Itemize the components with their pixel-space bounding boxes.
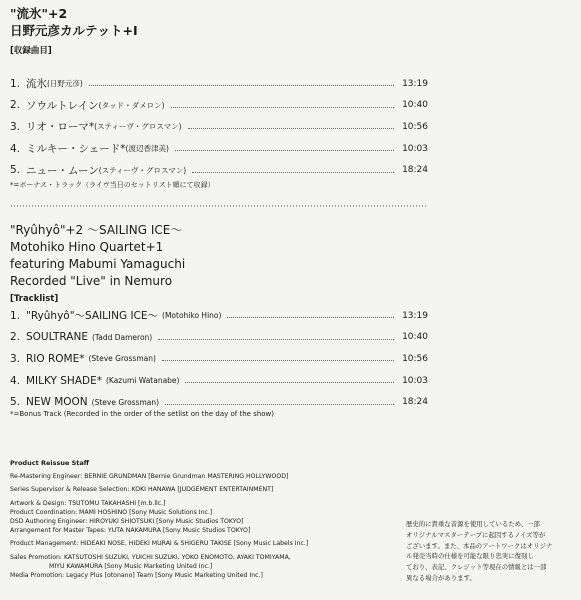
staff-line: Sales Promotion: KATSUTOSHI SUZUKI, YUICHI SUZUKI, YOKO ENOMOTO, AYAKI TOMIYAMA,	[10, 553, 291, 561]
track-composer: (Kazumi Watanabe)	[105, 376, 180, 386]
track-time: 18:24	[402, 397, 428, 408]
leader-dots	[188, 128, 394, 129]
disclaimer-line: ており、表記、クレジット等現在の情報とは一部	[406, 563, 547, 572]
disclaimer-line: ございます。また、本品のアートワークはオリジナ	[406, 541, 553, 550]
track-title: ミルキー・シェード*	[26, 143, 126, 156]
track-number: 4.	[10, 142, 21, 155]
en-track-row	[10, 327, 428, 349]
track-composer: (タッド・ダメロン)	[98, 100, 165, 110]
track-number: 1.	[10, 77, 21, 90]
jp-tracklist-header: [収録曲目]	[10, 46, 52, 56]
jp-tracklist	[10, 73, 428, 181]
jp-title	[10, 5, 138, 39]
track-number: 5.	[10, 396, 21, 409]
staff-line: Media Promotion: Legacy Plus [otonano] Team [Sony Music Marketing United Inc.]	[10, 572, 263, 580]
track-number: 2.	[10, 331, 21, 344]
track-title: 流氷	[26, 78, 47, 91]
jp-title-line1: "流氷"+2	[10, 6, 68, 21]
leader-dots	[192, 172, 394, 173]
en-tracklist-header: [Tracklist]	[10, 294, 59, 304]
jp-disclaimer	[406, 519, 576, 584]
staff-header: Product Reissue Staff	[10, 459, 90, 467]
leader-dots	[171, 107, 394, 108]
en-track-row	[10, 305, 428, 327]
disclaimer-line: 異なる場合があります。	[406, 573, 476, 582]
track-title: ニュー・ムーン	[26, 164, 99, 177]
en-tracklist	[10, 305, 428, 413]
staff-credits	[10, 459, 308, 580]
staff-line: Re-Mastering Engineer: BERNIE GRUNDMAN [Bernie Grundman MASTERING HOLLYWOOD]	[10, 473, 289, 481]
track-time: 18:24	[402, 165, 428, 176]
en-title-line: featuring Mabumi Yamaguchi	[10, 257, 186, 271]
track-number: 5.	[10, 164, 21, 177]
disclaimer-line: ル発売当時の仕様を可能な限り忠実に復刻し	[406, 552, 534, 561]
jp-track-row	[10, 73, 428, 95]
en-title-line: Recorded "Live" in Nemuro	[10, 274, 173, 288]
track-time: 10:40	[402, 332, 428, 343]
track-number: 3.	[10, 352, 21, 365]
track-composer: (スティーヴ・グロスマン)	[98, 165, 187, 175]
disclaimer-line: 歴史的に貴重な音源を使用しているため、一部	[406, 520, 540, 528]
track-composer: (スティーヴ・グロスマン)	[94, 122, 182, 132]
jp-bonus-note: *=ボーナス・トラック（ライヴ当日のセットリスト順にて収録）	[10, 181, 215, 189]
track-number: 1.	[10, 309, 21, 322]
track-time: 13:19	[402, 310, 428, 321]
track-time: 10:56	[402, 121, 428, 132]
leader-dots	[185, 382, 394, 383]
jp-track-row	[10, 159, 428, 181]
track-composer: (Tadd Dameron)	[91, 332, 153, 342]
track-title: RIO ROME*	[26, 352, 85, 365]
staff-line: Arrangement for Master Tapes: YUTA NAKAMURA [Sony Music Studios TOKYO]	[10, 527, 251, 535]
leader-dots	[165, 404, 394, 405]
track-composer: (Motohiko Hino)	[162, 311, 222, 321]
staff-line: MIYU KAWAMURA [Sony Music Marketing United Inc.]	[49, 562, 213, 570]
track-title: ソウルトレイン	[26, 99, 99, 112]
track-number: 4.	[10, 374, 21, 387]
en-title-line: "Ryûhyô"+2 〜SAILING ICE〜	[10, 223, 183, 237]
track-title: リオ・ローマ*	[26, 121, 95, 134]
staff-line: Artwork & Design: TSUTOMU TAKAHASHI [m.b.llc.]	[10, 499, 166, 507]
leader-dots	[227, 317, 394, 318]
track-composer: (Steve Grossman)	[88, 354, 156, 364]
track-time: 13:19	[402, 78, 428, 89]
staff-line: DSD Authoring Engineer: HIROYUKI SHIOTSUKI [Sony Music Studios TOKYO]	[10, 518, 244, 526]
section-divider	[10, 205, 428, 207]
track-title: MILKY SHADE*	[26, 374, 102, 387]
track-number: 2.	[10, 99, 21, 112]
jp-track-row	[10, 138, 428, 160]
jp-track-row	[10, 95, 428, 117]
en-track-row	[10, 370, 428, 392]
track-time: 10:03	[402, 143, 428, 154]
en-track-row	[10, 348, 428, 370]
jp-track-row	[10, 116, 428, 138]
leader-dots	[162, 360, 394, 361]
leader-dots	[158, 339, 394, 340]
staff-line: Product Management: HIDEAKI NOSE, HIDEKI MURAI & SHIGERU TAKISE [Sony Music Labels Inc.]	[10, 540, 309, 548]
track-composer: (日野元彦)	[47, 79, 83, 89]
track-title: "Ryûhyô"〜SAILING ICE〜	[26, 310, 159, 323]
en-title-line: Motohiko Hino Quartet+1	[10, 240, 164, 254]
en-title	[10, 222, 185, 290]
track-title: SOULTRANE	[26, 331, 88, 344]
track-time: 10:56	[402, 353, 428, 364]
track-time: 10:40	[402, 100, 428, 111]
track-title: NEW MOON	[26, 396, 88, 409]
leader-dots	[89, 85, 394, 86]
leader-dots	[175, 150, 394, 151]
track-time: 10:03	[402, 375, 428, 386]
staff-line: Series Supervisor & Release Selection: KOKI HANAWA [JUDGEMENT ENTERTAINMENT]	[10, 486, 274, 494]
disclaimer-line: オリジナルマスターテープに起因するノイズ等が	[406, 530, 546, 539]
jp-title-line2: 日野元彦カルテット+Ⅰ	[10, 23, 138, 38]
track-number: 3.	[10, 120, 21, 133]
track-composer: (渡辺香津美)	[125, 144, 169, 154]
track-composer: (Steve Grossman)	[91, 397, 160, 407]
staff-line: Product Coordination: MAMI HOSHINO [Sony Music Solutions Inc.]	[10, 508, 213, 516]
en-bonus-note: *=Bonus Track (Recorded in the order of the setlist on the day of the show)	[10, 410, 274, 418]
